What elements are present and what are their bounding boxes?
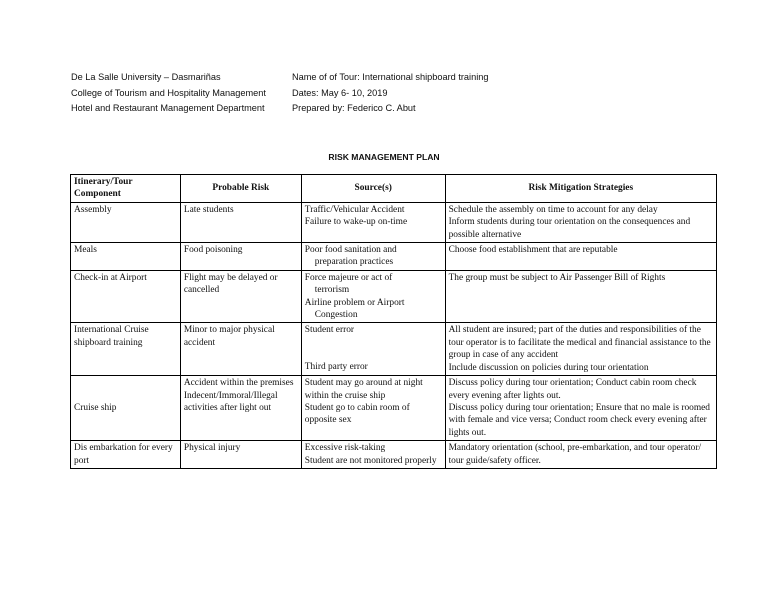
strategy-item: Mandatory orientation (school, pre-embarkation, and tour operator/ tour guide/safety officer. [448,443,702,466]
source-item: Student may go around at night within the cruise ship [304,378,423,401]
cell-component: Meals [71,243,181,271]
source-item: Force majeure or act of [304,272,393,283]
cell-strategies [445,441,716,469]
cell-sources [301,243,445,271]
header-prepared-by: Prepared by: Federico C. Abut [292,103,416,113]
table-row [71,323,717,376]
cell-risk [180,376,301,441]
source-item: Failure to wake-up on-time [304,217,408,228]
source-item: preparation practices [314,257,394,268]
source-item: Airline problem or Airport [304,297,405,308]
strategy-item: Include discussion on policies during tour orientation [448,362,649,373]
cell-sources [301,202,445,242]
risk-item: Accident within the premises [183,378,294,389]
cell-strategies [445,202,716,242]
table-row [71,441,717,469]
header-college: College of Tourism and Hospitality Management [71,87,266,98]
cell-component: Dis embarkation for every port [71,441,181,469]
cell-sources [301,441,445,469]
cell-strategies [445,323,716,376]
source-item: terrorism [314,285,350,296]
source-item: Poor food sanitation and [304,245,397,256]
cell-risk: Minor to major physical accident [180,323,301,376]
source-item: Student are not monitored properly [304,455,437,466]
source-item: Congestion [314,310,358,321]
strategy-item: The group must be subject to Air Passenger Bill of Rights [448,272,666,283]
strategy-item: All student are insured; part of the duties and responsibilities of the tour operator is to facilitate the medical and financial assistance to the group in case of any accident [448,325,711,361]
strategy-item: Discuss policy during tour orientation; Conduct cabin room check every evening after lights out. [448,378,697,401]
cell-risk: Late students [180,202,301,242]
cell-sources [301,376,445,441]
column-header-sources: Source(s) [301,175,445,203]
header-department: Hotel and Restaurant Management Department [71,103,265,113]
cell-component: Assembly [71,202,181,242]
cell-sources [301,323,445,376]
cell-risk: Physical injury [180,441,301,469]
source-item: Excessive risk-taking [304,443,386,454]
strategy-item: Inform students during tour orientation on the consequences and possible alternative [448,217,691,240]
source-item: Student go to cabin room of opposite sex [304,402,410,426]
table-row [71,202,717,242]
header-dates: Dates: May 6- 10, 2019 [292,87,388,98]
table-row [71,270,717,323]
cell-strategies [445,376,716,441]
table-row [71,243,717,271]
header-tour-info [292,70,488,117]
cell-strategies [445,243,716,271]
cell-sources [301,270,445,323]
source-item: Student error [304,325,355,336]
risk-table [70,174,717,469]
column-header-component: Itinerary/Tour Component [71,175,181,203]
risk-item: Indecent/Immoral/Illegal activities after light out [183,390,278,413]
cell-risk: Food poisoning [180,243,301,271]
table-header-row [71,175,717,203]
strategy-item: Choose food establishment that are reputable [448,245,618,256]
cell-component: Check-in at Airport [71,270,181,323]
strategy-item: Discuss policy during tour orientation; Ensure that no male is roomed with female and vice versa; Conduct room check every evening after lights out. [448,402,710,438]
cell-component: International Cruise shipboard training [71,323,181,376]
table-row [71,376,717,441]
cell-risk: Flight may be delayed or cancelled [180,270,301,323]
cell-strategies [445,270,716,323]
strategy-item: Schedule the assembly on time to account for any delay [448,204,658,215]
cell-component: Cruise ship [71,376,181,441]
column-header-risk: Probable Risk [180,175,301,203]
header-university: De La Salle University – Dasmariñas [71,72,221,82]
header-institution [71,70,266,117]
header-tour-name: Name of of Tour: International shipboard training [292,72,489,82]
page-title: RISK MANAGEMENT PLAN [328,152,440,162]
source-item: Traffic/Vehicular Accident [304,204,405,215]
source-item: Third party error [304,361,368,372]
column-header-strategies: Risk Mitigation Strategies [445,175,716,203]
